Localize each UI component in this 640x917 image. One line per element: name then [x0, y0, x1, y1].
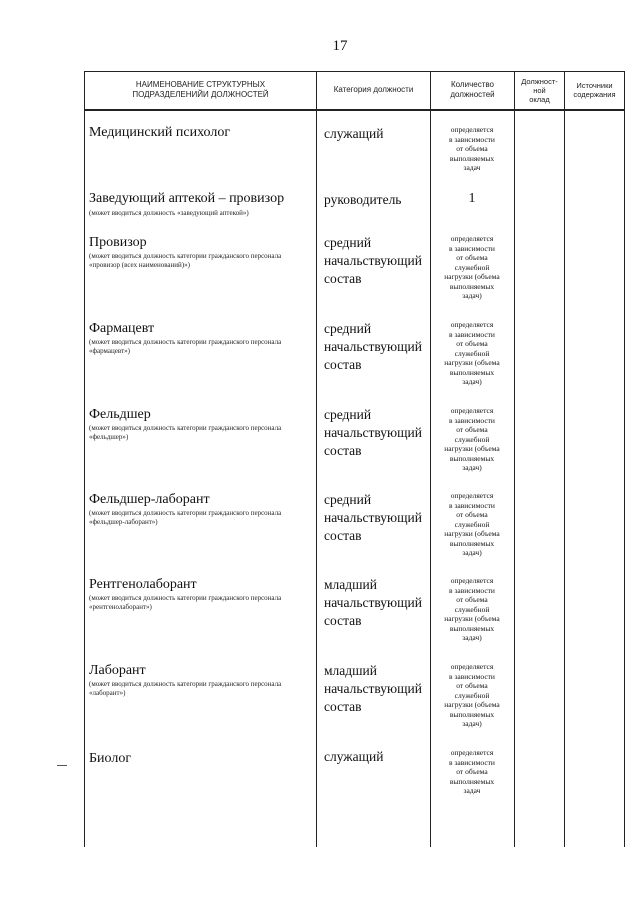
position-quantity: 1	[468, 191, 476, 206]
position-name: Биолог	[89, 751, 132, 766]
position-quantity: определяется в зависимости от объема выполняемых задач	[449, 125, 495, 172]
position-note: (может вводиться должность категории гражданского персонала «лаборант»)	[89, 680, 282, 697]
position-note: (может вводиться должность категории гражданского персонала «провизор (всех наименований)»)	[89, 252, 282, 269]
header-name: НАИМЕНОВАНИЕ СТРУКТУРНЫХ ПОДРАЗДЕЛЕНИЙИ ДОЛЖНОСТЕЙ	[132, 80, 269, 99]
header-divider	[84, 109, 625, 111]
position-name: Лаборант	[89, 663, 146, 678]
position-quantity: определяется в зависимости от объема служебной нагрузки (объема выполняемых задач)	[444, 491, 500, 557]
margin-mark	[57, 765, 67, 766]
position-note: (может вводиться должность категории гражданского персонала «фельдшер»)	[89, 424, 282, 441]
position-category: служащий	[324, 749, 384, 764]
staff-table	[84, 71, 625, 847]
position-name: Медицинский психолог	[89, 125, 231, 140]
position-quantity: определяется в зависимости от объема служебной нагрузки (объема выполняемых задач)	[444, 234, 500, 300]
page-number: 17	[332, 38, 348, 54]
position-name: Провизор	[89, 235, 147, 250]
header-category: Категория должности	[333, 85, 414, 94]
position-category: руководитель	[324, 192, 402, 207]
position-category: средний начальствующий состав	[324, 492, 422, 543]
position-quantity: определяется в зависимости от объема служебной нагрузки (объема выполняемых задач)	[444, 320, 500, 386]
position-category: служащий	[324, 126, 384, 141]
header-funding: Источники содержания	[573, 81, 616, 99]
position-note: (может вводиться должность категории гражданского персонала «фельдшер-лаборант»)	[89, 509, 282, 526]
position-category: младший начальствующий состав	[324, 663, 422, 714]
position-quantity: определяется в зависимости от объема служебной нагрузки (объема выполняемых задач)	[444, 576, 500, 642]
column-divider	[316, 71, 317, 847]
position-name: Фармацевт	[89, 321, 155, 336]
position-note: (может вводиться должность «заведующий аптекой»)	[89, 209, 249, 217]
position-name: Рентгенолаборант	[89, 577, 197, 592]
position-note: (может вводиться должность категории гражданского персонала «фармацевт»)	[89, 338, 282, 355]
position-note: (может вводиться должность категории гражданского персонала «рентгенолаборант»)	[89, 594, 282, 611]
position-category: средний начальствующий состав	[324, 321, 422, 372]
position-category: младший начальствующий состав	[324, 577, 422, 628]
header-salary: Должност- ной оклад	[521, 76, 558, 104]
table-border-left	[84, 71, 85, 847]
table-border-right	[624, 71, 625, 847]
position-category: средний начальствующий состав	[324, 407, 422, 458]
position-name: Фельдшер-лаборант	[89, 492, 210, 507]
position-quantity: определяется в зависимости от объема служебной нагрузки (объема выполняемых задач)	[444, 406, 500, 472]
column-divider	[564, 71, 565, 847]
position-name: Заведующий аптекой – провизор	[89, 191, 285, 206]
header-quantity: Количество должностей	[450, 80, 495, 99]
position-quantity: определяется в зависимости от объема выполняемых задач	[449, 748, 495, 795]
position-name: Фельдшер	[89, 407, 151, 422]
position-quantity: определяется в зависимости от объема служебной нагрузки (объема выполняемых задач)	[444, 662, 500, 728]
position-category: средний начальствующий состав	[324, 235, 422, 286]
